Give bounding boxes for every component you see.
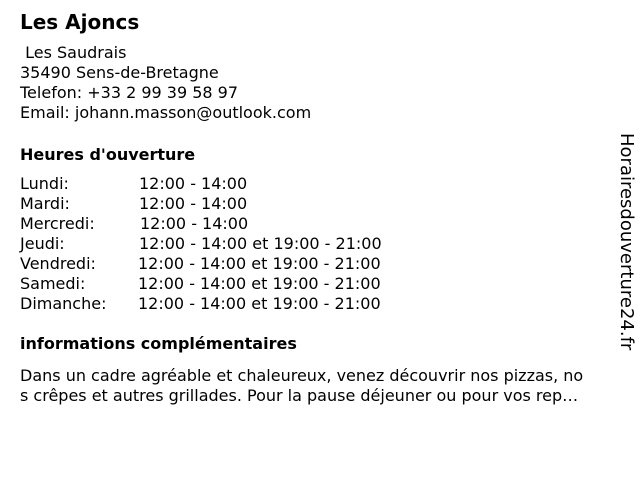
- time-range: 12:00 - 14:00 et 19:00 - 21:00: [138, 294, 381, 313]
- time-range: 12:00 - 14:00 et 19:00 - 21:00: [138, 274, 381, 293]
- day-label: Lundi:: [20, 174, 69, 193]
- hours-row-monday: [20, 174, 382, 194]
- hours-row-sunday: [20, 294, 382, 314]
- site-watermark: Horairesdouverture24.fr: [616, 133, 637, 351]
- additional-info-heading: informations complémentaires: [20, 334, 297, 353]
- time-range: 12:00 - 14:00 et 19:00 - 21:00: [138, 254, 381, 273]
- hours-row-tuesday: [20, 194, 382, 214]
- time-range: 12:00 - 14:00: [139, 194, 248, 213]
- description-line: Dans un cadre agréable et chaleureux, venez découvrir nos pizzas, no: [20, 366, 584, 385]
- business-name: Les Ajoncs: [20, 10, 140, 34]
- day-label: Samedi:: [20, 274, 86, 293]
- time-range: 12:00 - 14:00: [139, 174, 248, 193]
- day-label: Mardi:: [20, 194, 70, 213]
- phone-number: Telefon: +33 2 99 39 58 97: [20, 83, 239, 102]
- time-range: 12:00 - 14:00 et 19:00 - 21:00: [139, 234, 382, 253]
- opening-hours-list: [20, 174, 382, 314]
- address-block: [20, 43, 311, 123]
- street-address: Les Saudrais: [20, 43, 127, 62]
- description-line: s crêpes et autres grillades. Pour la pause déjeuner ou pour vos rep…: [20, 386, 579, 405]
- time-range: 12:00 - 14:00: [140, 214, 249, 233]
- day-label: Dimanche:: [20, 294, 107, 313]
- hours-row-wednesday: [20, 214, 382, 234]
- hours-row-saturday: [20, 274, 382, 294]
- day-label: Vendredi:: [20, 254, 96, 273]
- email-address: Email: johann.masson@outlook.com: [20, 103, 312, 122]
- hours-row-friday: [20, 254, 382, 274]
- hours-row-thursday: [20, 234, 382, 254]
- day-label: Mercredi:: [20, 214, 95, 233]
- opening-hours-heading: Heures d'ouverture: [20, 145, 196, 164]
- description-text: [20, 366, 632, 406]
- day-label: Jeudi:: [20, 234, 65, 253]
- postal-city: 35490 Sens-de-Bretagne: [20, 63, 219, 82]
